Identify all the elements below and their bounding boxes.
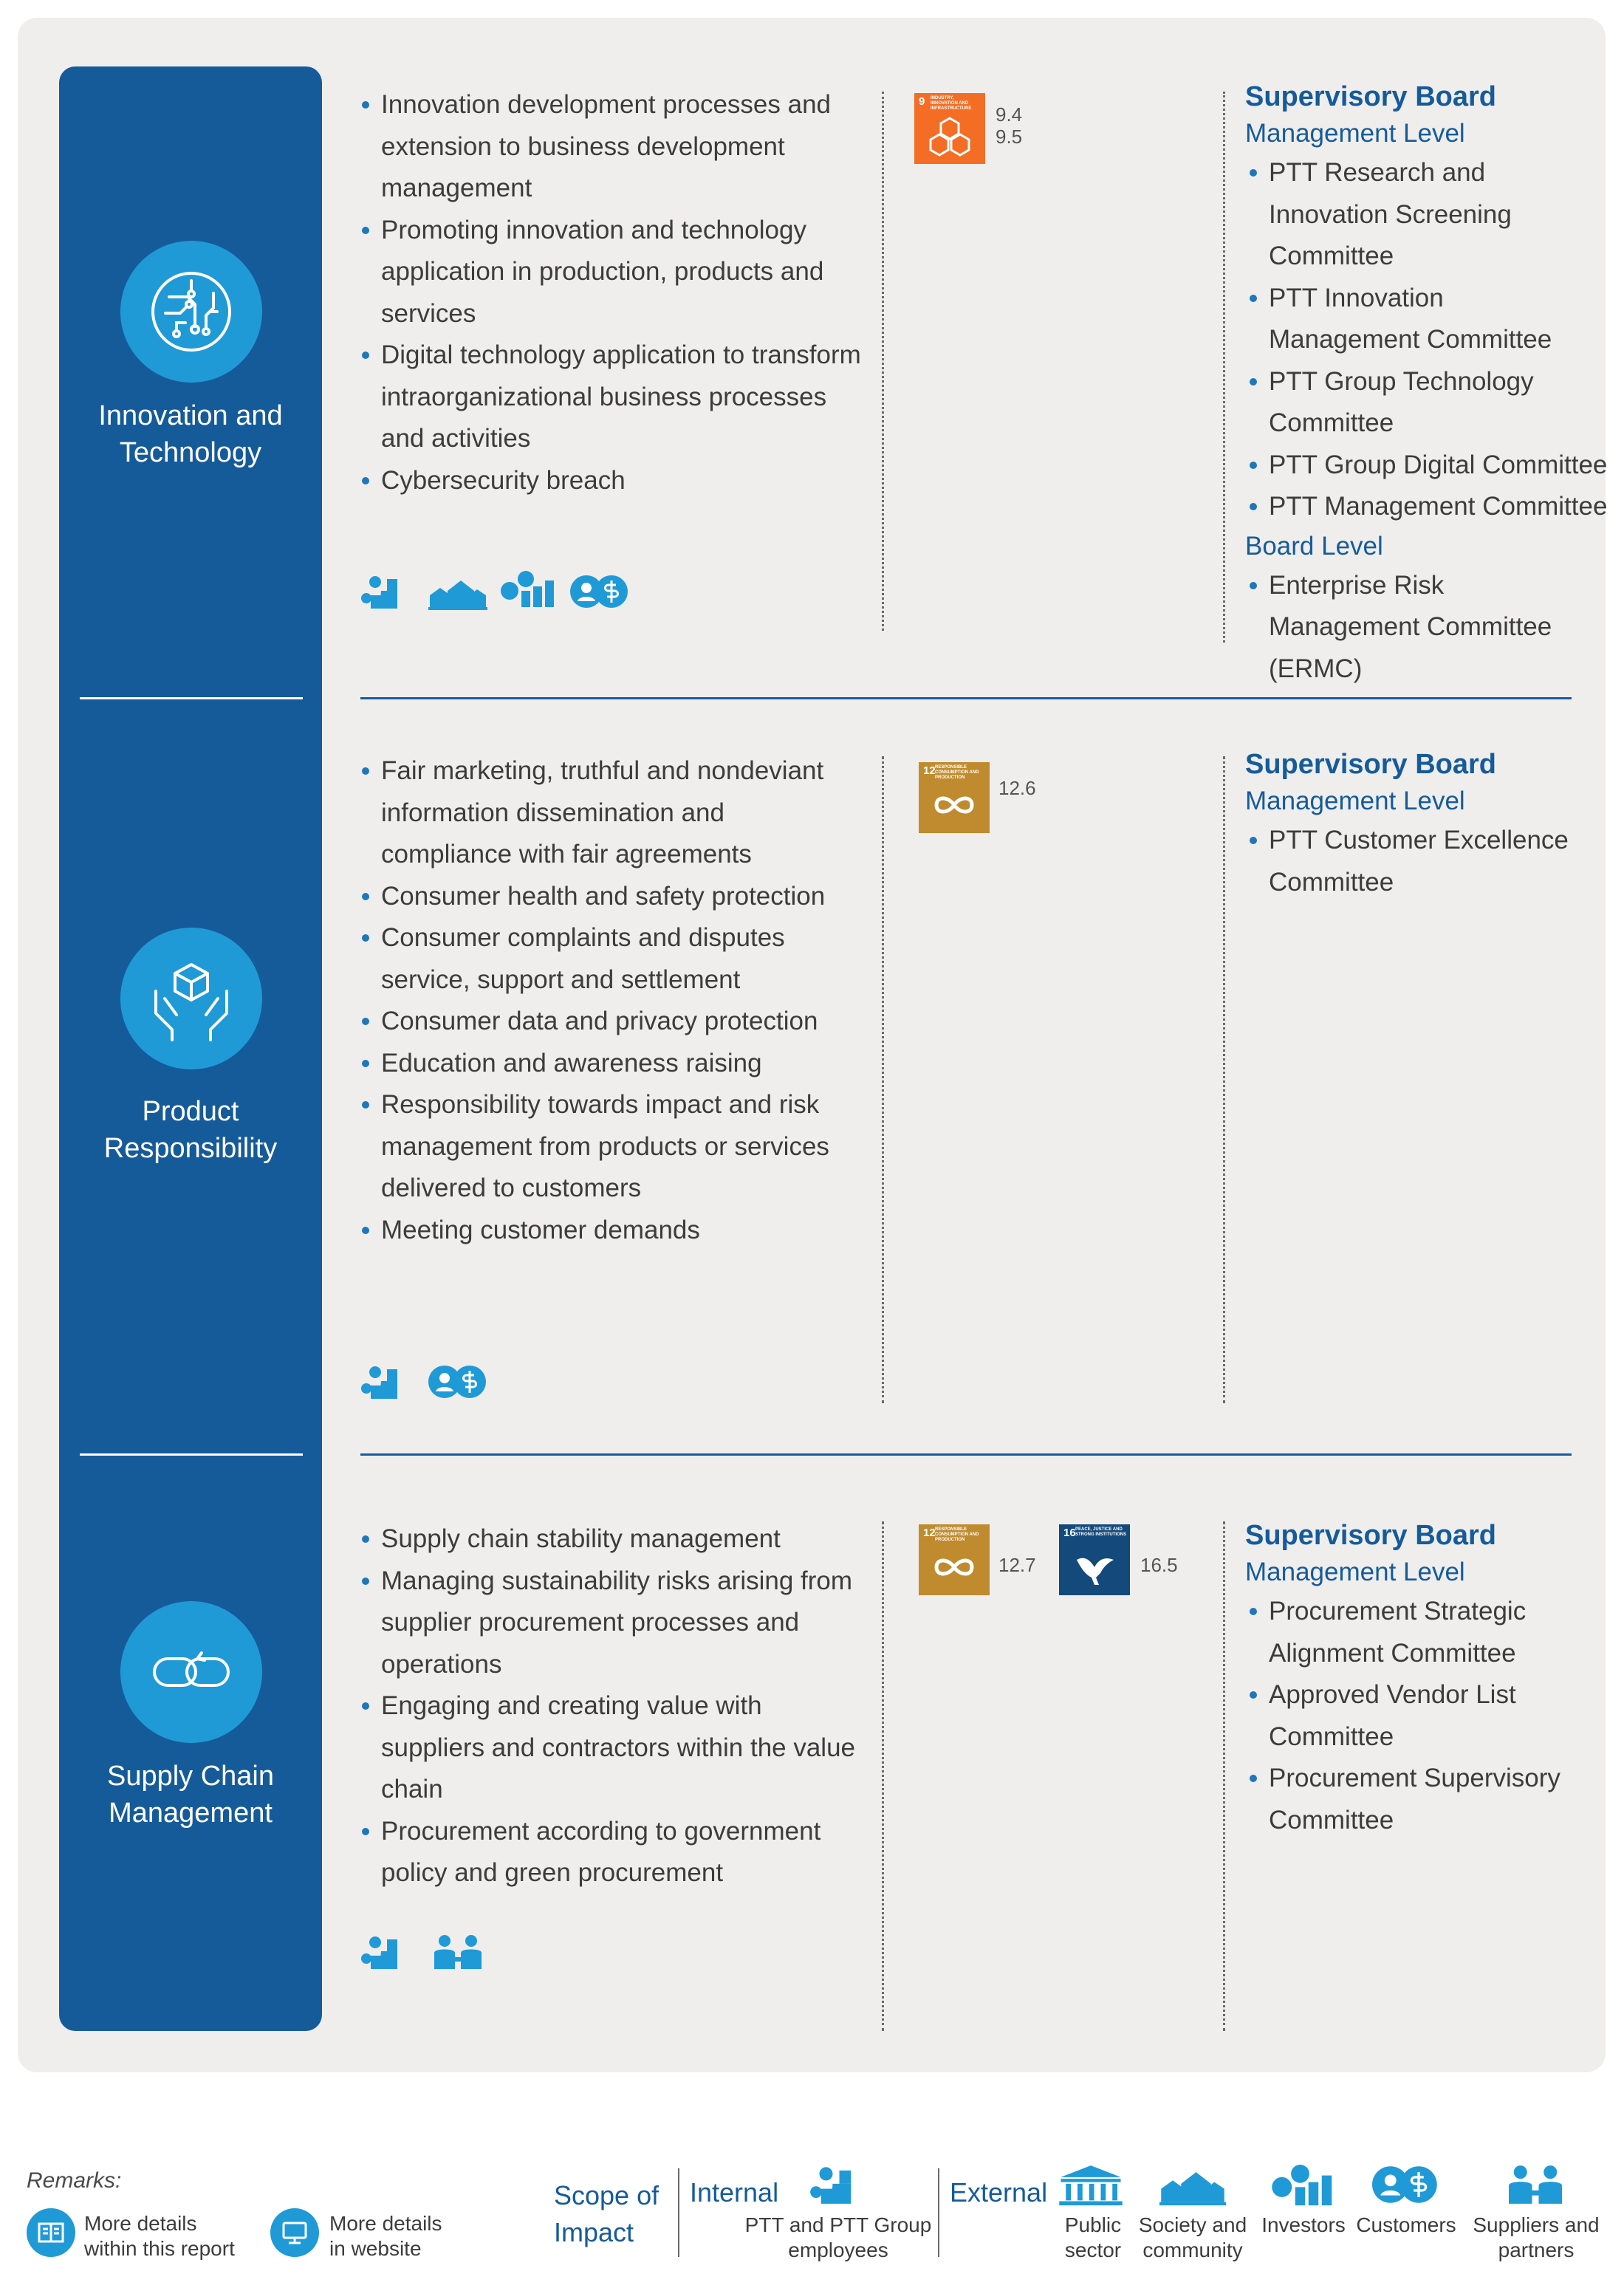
- issue-item: Meeting customer demands: [359, 1210, 861, 1252]
- suppliers-icon: [1502, 2161, 1569, 2208]
- category-name: Innovation and Technology: [98, 400, 283, 468]
- committee-item: Approved Vendor List Committee: [1245, 1674, 1600, 1758]
- scope-of-impact-title: Scope of Impact: [554, 2180, 659, 2247]
- category-name: Supply Chain Management: [106, 1761, 275, 1829]
- board-level-heading: Board Level: [1245, 531, 1383, 561]
- committee-item: Enterprise Risk Management Committee (ERMC): [1245, 565, 1600, 691]
- committee-list: [1245, 565, 1600, 691]
- issue-item: Innovation development processes and extension to business development management: [359, 84, 861, 210]
- issue-item: Promoting innovation and technology application in production, products and services: [359, 210, 861, 335]
- internal-label: Internal: [690, 2177, 779, 2207]
- issue-item: Fair marketing, truthful and nondeviant information dissemination and compliance with fair agreements: [359, 750, 861, 876]
- committee-item: PTT Group Digital Committee: [1245, 445, 1600, 487]
- customers-icon: [428, 1363, 487, 1400]
- issue-item: Engaging and creating value with suppliers and contractors within the value chain: [359, 1685, 861, 1811]
- stakeholder-label: PTT and PTT Group employees: [744, 2213, 932, 2261]
- circuit-brain-icon: [120, 241, 262, 383]
- book-icon: [27, 2208, 75, 2257]
- issues-list: [359, 750, 861, 1251]
- governance-block: [1245, 1517, 1600, 1841]
- footer-divider: [938, 2168, 939, 2257]
- issue-item: Supply chain stability management: [359, 1518, 861, 1561]
- committee-item: PTT Customer Excellence Committee: [1245, 820, 1600, 903]
- issue-item: Consumer health and safety protection: [359, 876, 861, 918]
- stakeholder-label: Customers: [1356, 2213, 1456, 2236]
- employees-icon: [809, 2161, 876, 2208]
- stakeholder-label: Public sector: [1064, 2213, 1122, 2261]
- column-divider: [882, 756, 884, 1403]
- chain-link-icon: [120, 1601, 262, 1743]
- customers-icon: [570, 573, 629, 610]
- employees-icon: [360, 573, 419, 610]
- sdg-9-icon: 9 INDUSTRY, INNOVATION AND INFRASTRUCTURE: [914, 93, 985, 164]
- row-divider: [360, 697, 1572, 699]
- stakeholder-label: Investors: [1261, 2213, 1346, 2236]
- governance-block: [1245, 78, 1608, 690]
- investors-icon: [1270, 2161, 1337, 2208]
- committee-item: Procurement Strategic Alignment Committee: [1245, 1591, 1600, 1674]
- column-divider: [1223, 1521, 1225, 2031]
- supervisory-board-heading: Supervisory Board: [1245, 749, 1496, 780]
- committee-item: PTT Group Technology Committee: [1245, 361, 1600, 445]
- society-icon: [428, 573, 487, 610]
- sdg-targets: 9.4 9.5: [996, 103, 1023, 148]
- sdg-targets: 12.6: [998, 777, 1036, 799]
- supervisory-board-heading: Supervisory Board: [1245, 1520, 1496, 1551]
- monitor-icon: [270, 2208, 319, 2257]
- issue-item: Managing sustainability risks arising from supplier procurement processes and operations: [359, 1561, 861, 1686]
- committee-list: [1245, 152, 1608, 528]
- committee-item: Procurement Supervisory Committee: [1245, 1758, 1600, 1841]
- category-divider: [80, 1453, 303, 1456]
- sdg-16-icon: 16 PEACE, JUSTICE AND STRONG INSTITUTIONS: [1059, 1524, 1130, 1595]
- investors-icon: [499, 570, 558, 607]
- management-level-heading: Management Level: [1245, 787, 1465, 815]
- issue-item: Education and awareness raising: [359, 1043, 861, 1085]
- committee-list: [1245, 1591, 1600, 1841]
- sdg-12-icon: 12 RESPONSIBLE CONSUMPTION AND PRODUCTION: [919, 1524, 990, 1595]
- government-building-icon: [1058, 2161, 1124, 2208]
- issues-list: [359, 1518, 861, 1894]
- issues-list: [359, 84, 861, 501]
- employees-icon: [360, 1363, 419, 1400]
- external-label: External: [950, 2177, 1048, 2207]
- society-icon: [1159, 2161, 1226, 2208]
- committee-item: PTT Innovation Management Committee: [1245, 278, 1600, 361]
- employees-icon: [360, 1934, 419, 1970]
- committee-list: [1245, 820, 1600, 903]
- suppliers-icon: [428, 1934, 487, 1970]
- column-divider: [882, 1521, 884, 2031]
- management-level-heading: Management Level: [1245, 1558, 1465, 1586]
- issue-item: Cybersecurity breach: [359, 460, 861, 502]
- remark-website-text: More details in website: [329, 2212, 442, 2260]
- column-divider: [1223, 92, 1225, 643]
- issue-item: Consumer data and privacy protection: [359, 1001, 861, 1043]
- issue-item: Consumer complaints and disputes service, support and settlement: [359, 917, 861, 1001]
- column-divider: [882, 92, 884, 631]
- issue-item: Digital technology application to transform intraorganizational business processes and activities: [359, 335, 861, 460]
- sdg-12-icon: 12 RESPONSIBLE CONSUMPTION AND PRODUCTION: [919, 762, 990, 833]
- management-level-heading: Management Level: [1245, 119, 1465, 148]
- row-divider: [360, 1453, 1572, 1456]
- remark-report-text: More details within this report: [84, 2212, 235, 2260]
- category-name: Product Responsibility: [103, 1096, 278, 1164]
- stakeholder-label: Society and community: [1138, 2213, 1247, 2261]
- footer-divider: [678, 2168, 679, 2257]
- governance-block: [1245, 746, 1600, 903]
- sdg-targets: 12.7: [998, 1554, 1036, 1576]
- committee-item: PTT Management Committee: [1245, 486, 1600, 528]
- customers-icon: [1372, 2161, 1439, 2208]
- sdg-targets: 16.5: [1140, 1554, 1178, 1576]
- category-divider: [80, 697, 303, 699]
- stakeholder-label: Suppliers and partners: [1473, 2213, 1600, 2261]
- issue-item: Procurement according to government policy and green procurement: [359, 1811, 861, 1894]
- remarks-title: Remarks:: [27, 2168, 122, 2193]
- committee-item: PTT Research and Innovation Screening Committee: [1245, 152, 1600, 278]
- supervisory-board-heading: Supervisory Board: [1245, 81, 1496, 112]
- issue-item: Responsibility towards impact and risk management from products or services delivered to customers: [359, 1084, 861, 1210]
- hands-box-icon: [120, 928, 262, 1069]
- column-divider: [1223, 756, 1225, 1403]
